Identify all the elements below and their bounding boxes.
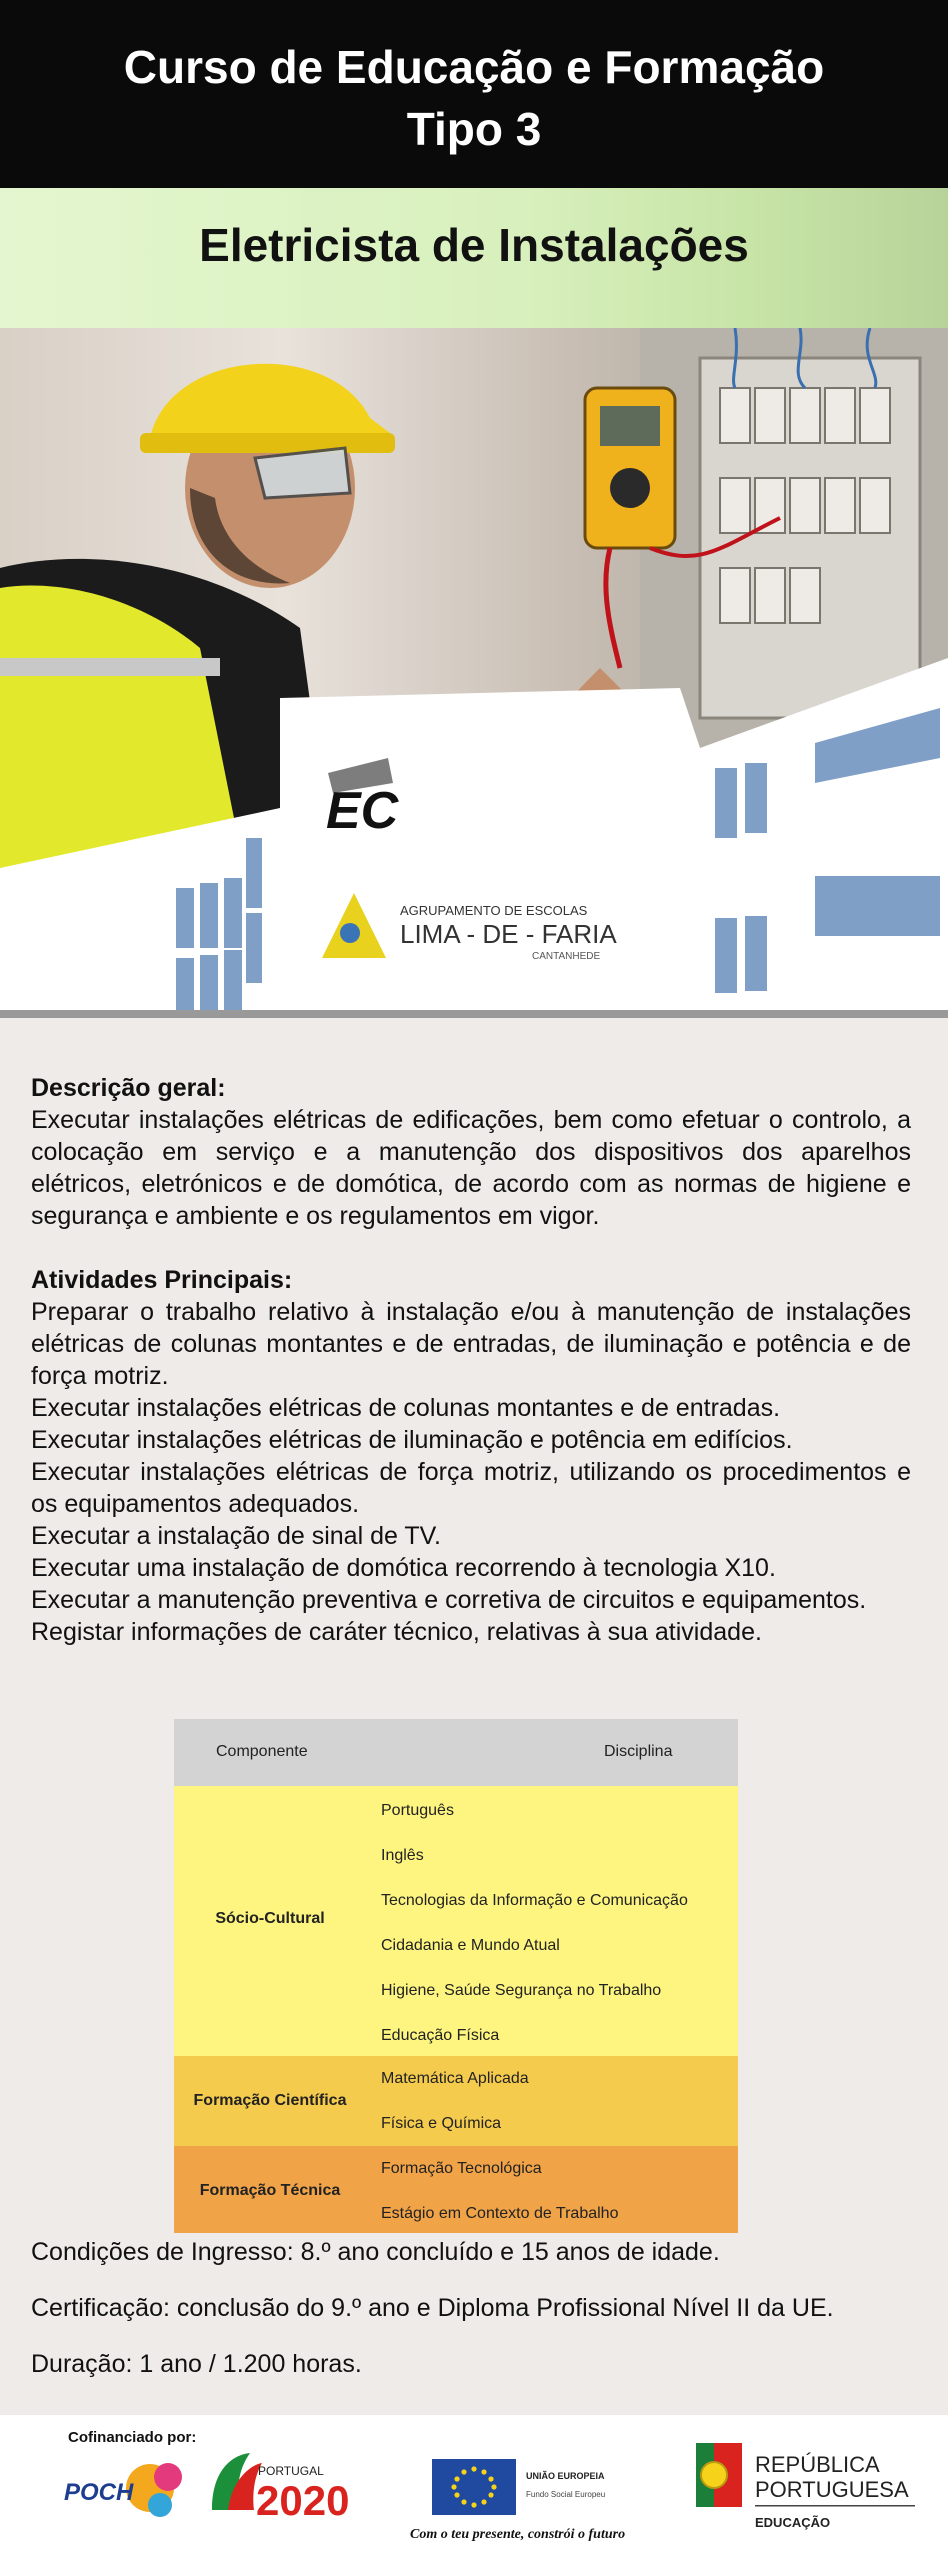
activity-item: Executar a instalação de sinal de TV. (31, 1522, 441, 1550)
cofinanced-label: Cofinanciado por: (68, 2429, 197, 2446)
course-conditions (31, 2236, 834, 2404)
header-line-2: Tipo 3 (406, 103, 542, 155)
subject: Português (381, 1802, 454, 1819)
activity-item: Executar a manutenção preventiva e corretiva de circuitos e equipamentos. (31, 1586, 867, 1614)
electrician-photo (0, 328, 948, 1018)
activity-item: Executar uma instalação de domótica recorrendo à tecnologia X10. (31, 1554, 776, 1582)
subject: Formação Tecnológica (381, 2160, 542, 2177)
header-line-1: Curso de Educação e Formação (123, 41, 825, 93)
activity-item: Registar informações de caráter técnico, relativas à sua atividade. (31, 1618, 762, 1646)
portugal-2020-logo (212, 2453, 349, 2524)
curriculum-table (174, 1719, 738, 2233)
description-heading: Descrição geral: (31, 1074, 226, 1102)
group-socio-cultural (174, 1786, 738, 2056)
duration: Duração: 1 ano / 1.200 horas. (31, 2350, 362, 2378)
group-label: Formação Técnica (199, 2182, 341, 2199)
activity-item: Executar instalações elétricas de força motriz, utilizando os procedimentos e os equipamentos adequados. (31, 1458, 911, 1518)
admission-conditions: Condições de Ingresso: 8.º ano concluído e 15 anos de idade. (31, 2238, 720, 2266)
eu-flag-logo (432, 2459, 605, 2515)
portugal-label: PORTUGAL (258, 2464, 324, 2478)
subject: Cidadania e Mundo Atual (381, 1937, 560, 1954)
eu-line2: Fundo Social Europeu (526, 2490, 606, 2499)
school-name-line3: CANTANHEDE (532, 951, 601, 962)
top-banner (0, 0, 948, 188)
subject: Tecnologias da Informação e Comunicação (381, 1892, 688, 1909)
subject: Educação Física (381, 2027, 500, 2044)
school-name-line2: LIMA - DE - FARIA (400, 919, 617, 949)
group-label: Sócio-Cultural (215, 1910, 325, 1927)
subject: Matemática Aplicada (381, 2070, 529, 2087)
slogan: Com o teu presente, constrói o futuro (410, 2527, 626, 2542)
activity-item: Executar instalações elétricas de iluminação e potência em edifícios. (31, 1426, 793, 1454)
subject: Física e Química (381, 2115, 502, 2132)
description-text: Executar instalações elétricas de edificações, bem como efetuar o controlo, a colocação em serviço e a manutenção dos dispositivos dos aparelhos elétricos, eletrónicos e de domótica, de acordo com as normas de higiene e segurança e ambiente e os regulamentos em vigor. (31, 1106, 911, 1230)
poch-logo (64, 2463, 182, 2517)
course-title-band (0, 188, 948, 328)
header-componente: Componente (216, 1743, 308, 1760)
ec-logo-text: EC (326, 782, 399, 840)
group-formacao-cientifica (174, 2056, 738, 2146)
table-header (174, 1719, 738, 1786)
activity-item: Preparar o trabalho relativo à instalação e/ou à manutenção de instalações elétricas de colunas montantes e de entradas, de iluminação e potência e de força motriz. (31, 1298, 911, 1390)
footer (0, 2415, 948, 2551)
republic-line2: PORTUGUESA (755, 2477, 909, 2502)
subject: Estágio em Contexto de Trabalho (381, 2205, 619, 2222)
republic-line1: REPÚBLICA (755, 2452, 880, 2477)
portugal-year: 2020 (256, 2477, 350, 2524)
republica-portuguesa-logo (696, 2443, 915, 2530)
eu-line1: UNIÃO EUROPEIA (526, 2471, 605, 2481)
subject: Inglês (381, 1847, 424, 1864)
course-title: Eletricista de Instalações (199, 219, 749, 271)
subject: Higiene, Saúde Segurança no Trabalho (381, 1982, 662, 1999)
header-disciplina: Disciplina (604, 1743, 673, 1760)
poch-text: POCH (64, 2479, 134, 2506)
certification: Certificação: conclusão do 9.º ano e Diploma Profissional Nível II da UE. (31, 2294, 834, 2322)
school-name-line1: AGRUPAMENTO DE ESCOLAS (400, 903, 588, 918)
activities-heading: Atividades Principais: (31, 1266, 293, 1294)
course-content (31, 1072, 911, 1648)
group-formacao-tecnica (174, 2146, 738, 2233)
republic-line3: EDUCAÇÃO (755, 2515, 831, 2530)
electrician-illustration (0, 328, 948, 1018)
activity-item: Executar instalações elétricas de colunas montantes e de entradas. (31, 1394, 781, 1422)
group-label: Formação Científica (193, 2092, 347, 2109)
